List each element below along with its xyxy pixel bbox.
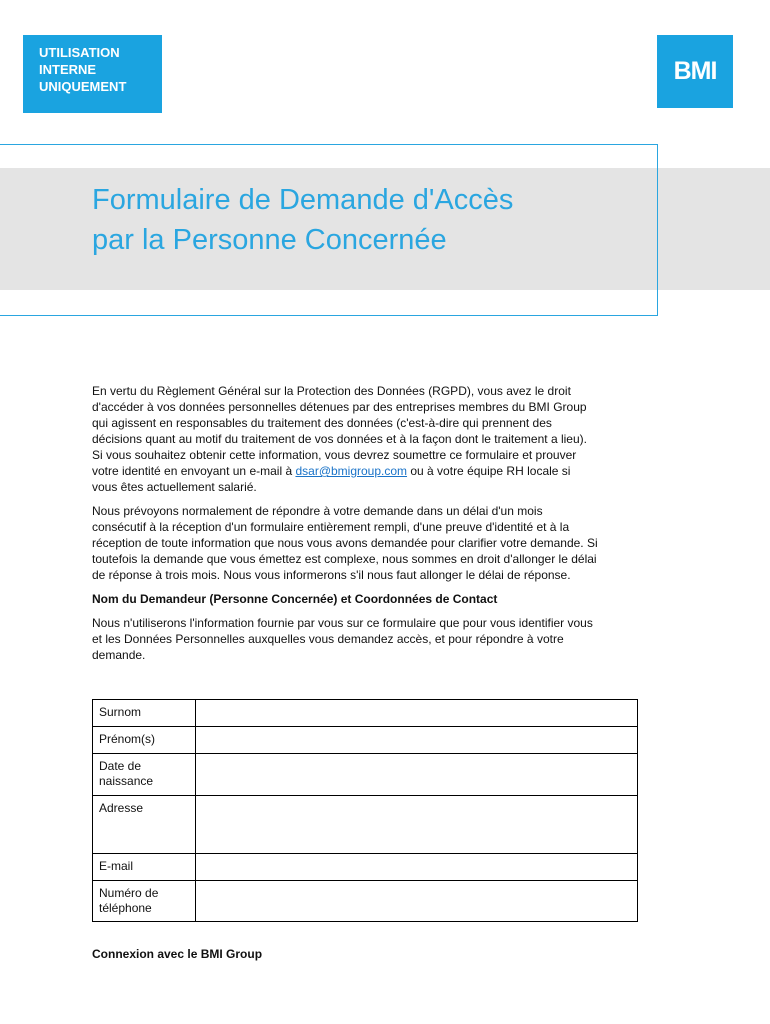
bmi-logo [657,35,733,108]
address-label: Adresse [93,796,196,854]
table-row [93,881,638,922]
address-field[interactable] [196,796,638,854]
intro-paragraph [92,383,642,495]
intro-line [92,464,570,478]
phone-field[interactable] [196,881,638,922]
table-row [93,700,638,727]
bmi-logo-text: BMI [673,57,717,85]
dob-field[interactable] [196,754,638,796]
table-row [93,754,638,796]
usage-line: et les Données Personnelles auxquelles vous demandez accès, et pour répondre à votre [92,632,564,646]
intro-line: qui agissent en responsables du traitement des données (c'est-à-dire qui prennent des [92,416,552,430]
badge-line-3: UNIQUEMENT [39,79,127,94]
section-heading: Nom du Demandeur (Personne Concernée) et Coordonnées de Contact [92,592,498,606]
dob-label [93,754,196,796]
phone-label [93,881,196,922]
response-line: de réponse à trois mois. Nous vous informerons s'il nous faut allonger le délai de réponse. [92,568,571,582]
title-line-1: Formulaire de Demande d'Accès [92,184,514,216]
dob-label-line-1: Date de [99,759,142,773]
page-title [92,180,513,260]
dob-label-line-2: naissance [99,774,154,788]
usage-line: demande. [92,648,146,662]
first-name-field[interactable] [196,727,638,754]
phone-label-line-1: Numéro de [99,886,159,900]
intro-line: En vertu du Règlement Général sur la Protection des Données (RGPD), vous avez le droit [92,384,571,398]
bmi-connection-heading: Connexion avec le BMI Group [92,947,263,961]
internal-use-badge [23,35,162,113]
response-line: consécutif à la réception d'un formulaire entièrement rempli, d'une preuve d'identité et à la [92,520,570,534]
document-body [92,383,642,671]
requester-details-table [92,699,638,922]
intro-text: votre identité en envoyant un e-mail à [92,464,296,478]
email-label: E-mail [93,854,196,881]
usage-line: Nous n'utiliserons l'information fournie par vous sur ce formulaire que pour vous identifier vous [92,616,593,630]
email-field[interactable] [196,854,638,881]
title-line-2: par la Personne Concernée [92,224,447,256]
badge-line-1: UTILISATION [39,45,120,60]
response-line: Nous prévoyons normalement de répondre à votre demande dans un délai d'un mois [92,504,543,518]
surname-field[interactable] [196,700,638,727]
intro-text: ou à votre équipe RH locale si [407,464,571,478]
intro-line: décisions quant au motif du traitement de vos données et à la façon dont le traitement a lieu). [92,432,587,446]
intro-line: Si vous souhaitez obtenir cette information, vous devrez soumettre ce formulaire et prouver [92,448,577,462]
phone-label-line-2: téléphone [99,901,152,915]
intro-line: vous êtes actuellement salarié. [92,480,257,494]
dsar-email-link[interactable]: dsar@bmigroup.com [295,464,408,478]
intro-line: d'accéder à vos données personnelles détenues par des entreprises membres du BMI Group [92,400,587,414]
table-row [93,727,638,754]
badge-line-2: INTERNE [39,62,97,77]
usage-paragraph [92,615,642,663]
table-row [93,854,638,881]
surname-label: Surnom [93,700,196,727]
table-row [93,796,638,854]
first-name-label: Prénom(s) [93,727,196,754]
response-line: toutefois la demande que vous émettez est complexe, nous sommes en droit d'allonger le délai [92,552,597,566]
response-line: réception de toute information que nous vous avons demandée pour clarifier votre demande. Si [92,536,598,550]
response-time-paragraph [92,503,642,583]
